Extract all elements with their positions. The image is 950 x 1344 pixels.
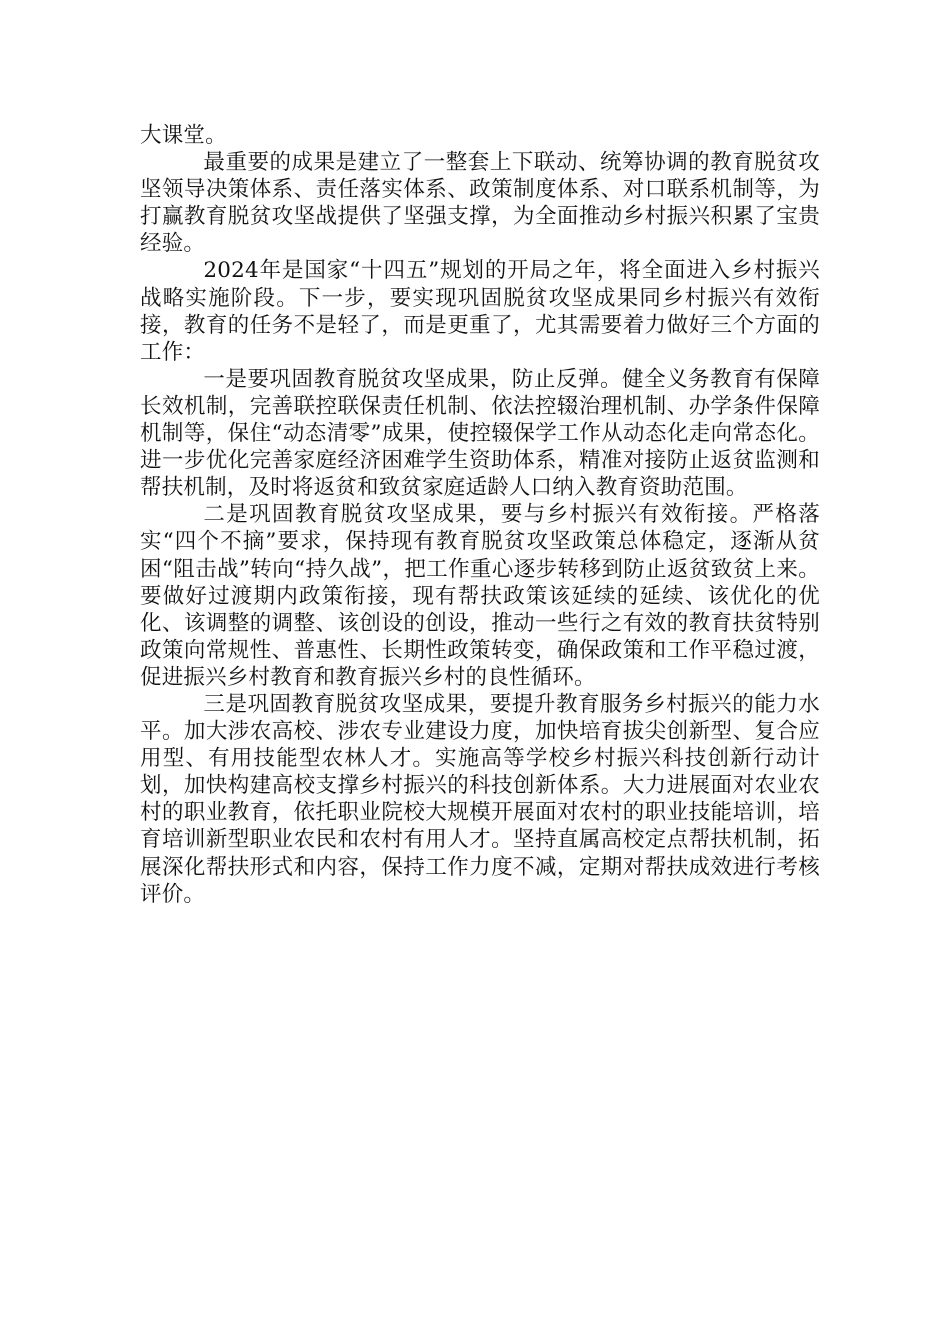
paragraph-point-one: 一是要巩固教育脱贫攻坚成果，防止反弹。健全义务教育有保障长效机制，完善联控联保责任机制、依法控辍治理机制、办学条件保障机制等，保住“动态清零”成果，使控辍保学工作从动态化走向常态化。进一步优化完善家庭经济困难学生资助体系，精准对接防止返贫监测和帮扶机制，及时将返贫和致贫家庭适龄人口纳入教育资助范围。 — [140, 366, 820, 501]
paragraph-point-three: 三是巩固教育脱贫攻坚成果，要提升教育服务乡村振兴的能力水平。加大涉农高校、涉农专业建设力度，加快培育拔尖创新型、复合应用型、有用技能型农林人才。实施高等学校乡村振兴科技创新行动计划，加快构建高校支撑乡村振兴的科技创新体系。大力进展面对农业农村的职业教育，依托职业院校大规模开展面对农村的职业技能培训，培育培训新型职业农民和农村有用人才。坚持直属高校定点帮扶机制，拓展深化帮扶形式和内容，保持工作力度不减，定期对帮扶成效进行考核评价。 — [140, 691, 820, 907]
paragraph-next-steps: 2024年是国家“十四五”规划的开局之年，将全面进入乡村振兴战略实施阶段。下一步，要实现巩固脱贫攻坚成果同乡村振兴有效衔接，教育的任务不是轻了，而是更重了，尤其需要着力做好三个方面的工作： — [140, 258, 820, 365]
paragraph-continuation: 大课堂。 — [140, 123, 227, 148]
paragraph-point-two: 二是巩固教育脱贫攻坚成果，要与乡村振兴有效衔接。严格落实“四个不摘”要求，保持现有教育脱贫攻坚政策总体稳定，逐渐从贫困“阻击战”转向“持久战”，把工作重心逐步转移到防止返贫致贫上来。要做好过渡期内政策衔接，现有帮扶政策该延续的延续、该优化的优化、该调整的调整、该创设的创设，推动一些行之有效的教育扶贫特别政策向常规性、普惠性、长期性政策转变，确保政策和工作平稳过渡，促进振兴乡村教育和教育振兴乡村的良性循环。 — [140, 502, 820, 690]
paragraph-achievements: 最重要的成果是建立了一整套上下联动、统筹协调的教育脱贫攻坚领导决策体系、责任落实体系、政策制度体系、对口联系机制等，为打赢教育脱贫攻坚战提供了坚强支撑，为全面推动乡村振兴积累了宝贵经验。 — [140, 150, 820, 257]
document-body — [140, 122, 820, 908]
